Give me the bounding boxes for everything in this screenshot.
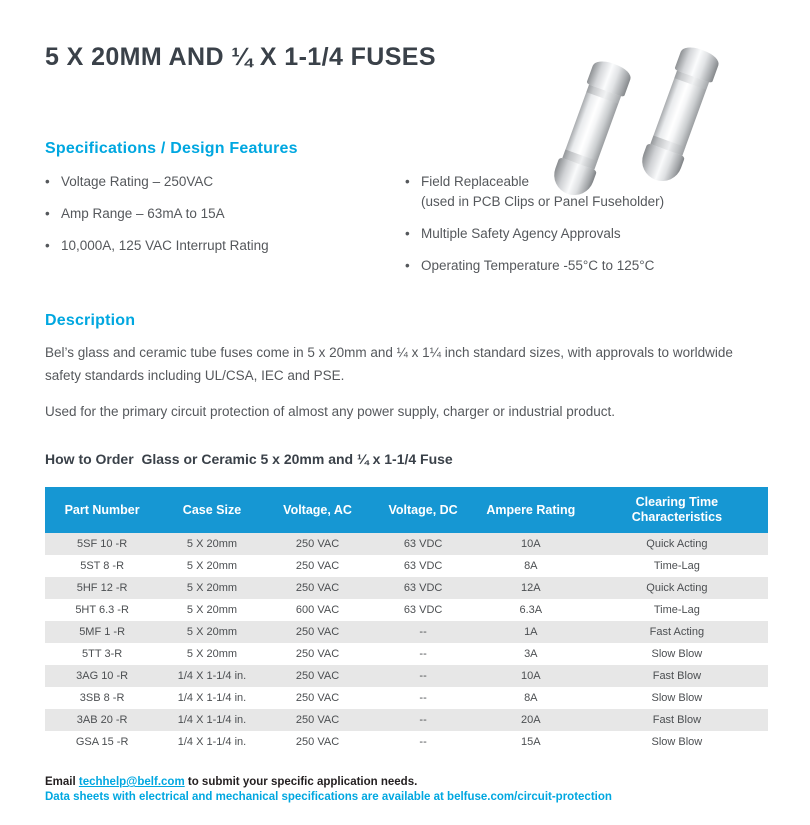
table-row (45, 621, 768, 643)
cell-clearing-time: Slow Blow (651, 736, 703, 748)
table-row (45, 731, 768, 753)
how-to-order-heading: How to Order Glass or Ceramic 5 x 20mm and ¼ x 1-1/4 Fuse (45, 451, 453, 467)
footer-email-suffix: to submit your specific application needs. (184, 776, 418, 788)
cell-ampere-rating: 8A (524, 692, 538, 704)
spec-bullet-label (421, 256, 780, 276)
cell-clearing-time: Fast Blow (652, 670, 702, 682)
bullet-dot-icon: • (45, 238, 50, 253)
table-row (45, 555, 768, 577)
techhelp-email-link[interactable]: techhelp@belf.com (78, 776, 185, 788)
cell-voltage-ac: 250 VAC (295, 670, 340, 682)
cell-voltage-ac: 250 VAC (295, 582, 340, 594)
table-column-header: Part Number (45, 487, 159, 533)
cell-voltage-dc: -- (419, 626, 427, 638)
cell-ampere-rating: 1A (524, 626, 538, 638)
cell-case-size: 5 X 20mm (186, 604, 238, 616)
bullet-dot-icon: • (405, 174, 410, 189)
footer-datasheet-line (45, 791, 612, 803)
bullet-dot-icon: • (45, 206, 50, 221)
cell-clearing-time: Fast Acting (649, 626, 705, 638)
cell-clearing-time: Fast Blow (652, 714, 702, 726)
fuse-glass-body (562, 85, 621, 170)
cell-part-number: 5HF 12 -R (76, 582, 128, 594)
cell-part-number: 5SF 10 -R (77, 538, 128, 550)
table-column-header: Voltage, DC (370, 487, 476, 533)
cell-part-number: 5MF 1 -R (79, 626, 126, 638)
table-column-header: Case Size (159, 487, 265, 533)
cell-ampere-rating: 10A (521, 670, 541, 682)
spec-bullet (405, 256, 780, 276)
fuse-order-table (45, 487, 768, 753)
table-row (45, 533, 768, 555)
cell-case-size: 5 X 20mm (186, 560, 238, 572)
cell-voltage-ac: 250 VAC (295, 736, 340, 748)
spec-bullets-right (405, 172, 780, 288)
cell-clearing-time: Time-Lag (653, 604, 700, 616)
spec-bullet-label (421, 224, 780, 244)
description-paragraph: Bel’s glass and ceramic tube fuses come in 5 x 20mm and ¼ x 1¼ inch standard sizes, with approvals to worldwide safety standards including UL/CSA, IEC and PSE. (45, 345, 733, 383)
cell-voltage-ac: 250 VAC (295, 560, 340, 572)
footer (45, 776, 612, 803)
cell-case-size: 1/4 X 1-1/4 in. (177, 670, 247, 682)
table-column-header: Voltage, AC (265, 487, 371, 533)
cell-voltage-dc: -- (419, 714, 427, 726)
cell-part-number: 3AG 10 -R (76, 670, 129, 682)
cell-voltage-ac: 250 VAC (295, 538, 340, 550)
cell-case-size: 1/4 X 1-1/4 in. (177, 692, 247, 704)
spec-bullet (45, 172, 390, 192)
table-row (45, 687, 768, 709)
spec-bullet-label (421, 172, 780, 212)
cell-voltage-ac: 250 VAC (295, 648, 340, 660)
cell-clearing-time: Slow Blow (651, 648, 703, 660)
description-paragraph: Used for the primary circuit protection of almost any power supply, charger or industrial product. (45, 404, 615, 419)
page-title: 5 X 20MM AND ¼ X 1-1/4 FUSES (45, 43, 436, 71)
table-column-header: Ampere Rating (476, 487, 586, 533)
table-row (45, 709, 768, 731)
cell-case-size: 1/4 X 1-1/4 in. (177, 736, 247, 748)
spec-bullet-label: 10,000A, 125 VAC Interrupt Rating (61, 238, 269, 253)
footer-email-line (45, 776, 612, 788)
cell-voltage-dc: 63 VDC (403, 604, 443, 616)
spec-bullet-line2: (used in PCB Clips or Panel Fuseholder) (421, 194, 665, 209)
cell-ampere-rating: 10A (521, 538, 541, 550)
spec-bullet (45, 204, 390, 224)
cell-part-number: GSA 15 -R (75, 736, 129, 748)
cell-case-size: 5 X 20mm (186, 582, 238, 594)
cell-ampere-rating: 15A (521, 736, 541, 748)
table-row (45, 643, 768, 665)
bullet-dot-icon: • (405, 226, 410, 241)
fuse-glass-body (650, 71, 709, 156)
cell-case-size: 5 X 20mm (186, 626, 238, 638)
cell-voltage-ac: 250 VAC (295, 626, 340, 638)
cell-case-size: 1/4 X 1-1/4 in. (177, 714, 247, 726)
cell-voltage-dc: 63 VDC (403, 582, 443, 594)
spec-bullet-line1: Field Replaceable (421, 174, 530, 189)
cell-clearing-time: Quick Acting (646, 582, 708, 594)
cell-clearing-time: Time-Lag (653, 560, 700, 572)
spec-bullet (405, 224, 780, 244)
cell-case-size: 5 X 20mm (186, 538, 238, 550)
table-row (45, 577, 768, 599)
cell-part-number: 5TT 3-R (82, 648, 123, 660)
cell-ampere-rating: 12A (521, 582, 541, 594)
bullet-dot-icon: • (45, 174, 50, 189)
table-column-header: Clearing Time Characteristics (586, 487, 768, 533)
cell-case-size: 5 X 20mm (186, 648, 238, 660)
cell-voltage-dc: 63 VDC (403, 560, 443, 572)
description-body (45, 341, 770, 423)
cell-part-number: 5HT 6.3 -R (75, 604, 129, 616)
cell-ampere-rating: 20A (521, 714, 541, 726)
spec-bullets-left (45, 172, 390, 268)
spec-bullet-label: Voltage Rating – 250VAC (61, 174, 214, 189)
footer-datasheet-text: Data sheets with electrical and mechanical specifications are available at (45, 791, 448, 803)
cell-voltage-dc: -- (419, 648, 427, 660)
table-header-row (45, 487, 768, 533)
cell-voltage-ac: 600 VAC (295, 604, 340, 616)
cell-clearing-time: Slow Blow (651, 692, 703, 704)
cell-part-number: 3SB 8 -R (79, 692, 125, 704)
cell-ampere-rating: 3A (524, 648, 538, 660)
description-heading: Description (45, 312, 136, 329)
cell-part-number: 3AB 20 -R (76, 714, 128, 726)
table-body (45, 533, 768, 753)
cell-clearing-time: Quick Acting (646, 538, 708, 550)
spec-bullet-line1: Multiple Safety Agency Approvals (421, 226, 621, 241)
cell-voltage-dc: 63 VDC (403, 538, 443, 550)
spec-bullet (45, 236, 390, 256)
spec-bullet-line1: Operating Temperature -55°C to 125°C (421, 258, 655, 273)
cell-voltage-ac: 250 VAC (295, 714, 340, 726)
cell-voltage-dc: -- (419, 736, 427, 748)
cell-ampere-rating: 8A (524, 560, 538, 572)
cell-voltage-dc: -- (419, 670, 427, 682)
spec-bullet-label: Amp Range – 63mA to 15A (61, 206, 225, 221)
cell-ampere-rating: 6.3A (519, 604, 543, 616)
cell-part-number: 5ST 8 -R (80, 560, 125, 572)
cell-voltage-ac: 250 VAC (295, 692, 340, 704)
table-row (45, 665, 768, 687)
bullet-dot-icon: • (405, 258, 410, 273)
glass-fuse-image (637, 43, 722, 186)
table-row (45, 599, 768, 621)
circuit-protection-link[interactable]: belfuse.com/circuit-protection (447, 791, 612, 803)
footer-email-prefix: Email (45, 776, 79, 788)
specifications-heading: Specifications / Design Features (45, 140, 298, 157)
cell-voltage-dc: -- (419, 692, 427, 704)
spec-bullet (405, 172, 780, 212)
